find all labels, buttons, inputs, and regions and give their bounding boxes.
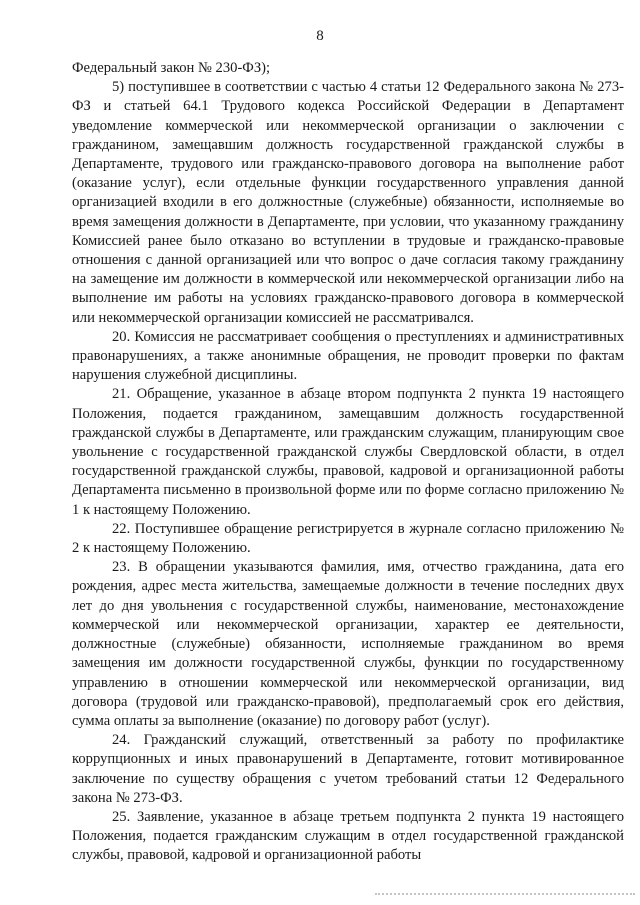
paragraph-21: 21. Обращение, указанное в абзаце втором подпункта 2 пункта 19 настоящего Положения, подается гражданином, замещавшим должность государственной гражданской службы в Департаменте, или гражданским служащим, планирующим свое увольнение с государственной гражданской службы Свердловской области, в отдел государственной гражданской службы, правовой, кадровой и организационной работы Департамента письменно в произвольной форме или по форме согласно приложению № 1 к настоящему Положению. (72, 386, 624, 518)
paragraph-23: 23. В обращении указываются фамилия, имя, отчество гражданина, дата его рождения, адрес места жительства, замещаемые должности в течение последних двух лет до дня увольнения с государственной службы, наименование, местонахождение коммерческой или некоммерческой организации, характер ее деятельности, должностные (служебные) обязанности, исполняемые гражданином во время замещения им должности государственной службы, функции по государственному управлению в отношении коммерческой или некоммерческой организации, вид договора (трудовой или гражданско-правовой), предполагаемый срок его действия, сумма оплаты за выполнение (оказание) по договору работ (услуг). (72, 559, 624, 729)
paragraph-20: 20. Комиссия не рассматривает сообщения о преступлениях и административных правонарушениях, а также анонимные обращения, не проводит проверки по фактам нарушения служебной дисциплины. (72, 328, 624, 384)
document-body (72, 59, 624, 866)
paragraph-24: 24. Гражданский служащий, ответственный за работу по профилактике коррупционных и иных правонарушений в Департаменте, готовит мотивированное заключение по существу обращения с учетом требований статьи 12 Федерального закона № 273-ФЗ. (72, 732, 624, 806)
page-number: 8 (316, 28, 324, 44)
paragraph-continuation: Федеральный закон № 230-ФЗ); (72, 60, 271, 76)
scan-footer-mark (375, 893, 635, 901)
paragraph-22: 22. Поступившее обращение регистрируется в журнале согласно приложению № 2 к настоящему Положению. (72, 520, 624, 557)
paragraph-25: 25. Заявление, указанное в абзаце третьем подпункта 2 пункта 19 настоящего Положения, подается гражданским служащим в отдел государственной гражданской службы, правовой, кадровой и организационной работы (72, 808, 624, 864)
paragraph-item-5: 5) поступившее в соответствии с частью 4 статьи 12 Федерального закона № 273-ФЗ и статьей 64.1 Трудового кодекса Российской Федерации в Департамент уведомление коммерческой или некоммерческой организации о заключении с гражданином, замещавшим должность государственной гражданской службы в Департаменте, трудового или гражданско-правового договора на выполнение работ (оказание услуг), если отдельные функции государственного управления данной организацией входили в его должностные (служебные) обязанности, исполняемые во время замещения должности в Департаменте, при условии, что указанному гражданину Комиссией ранее было отказано во вступлении в трудовые и гражданско-правовые отношения с данной организацией или что вопрос о даче согласия такому гражданину на замещение им должности в коммерческой или некоммерческой организации либо на выполнение им работы на условиях гражданско-правового договора в коммерческой или некоммерческой организации комиссией не рассматривался. (72, 79, 624, 326)
